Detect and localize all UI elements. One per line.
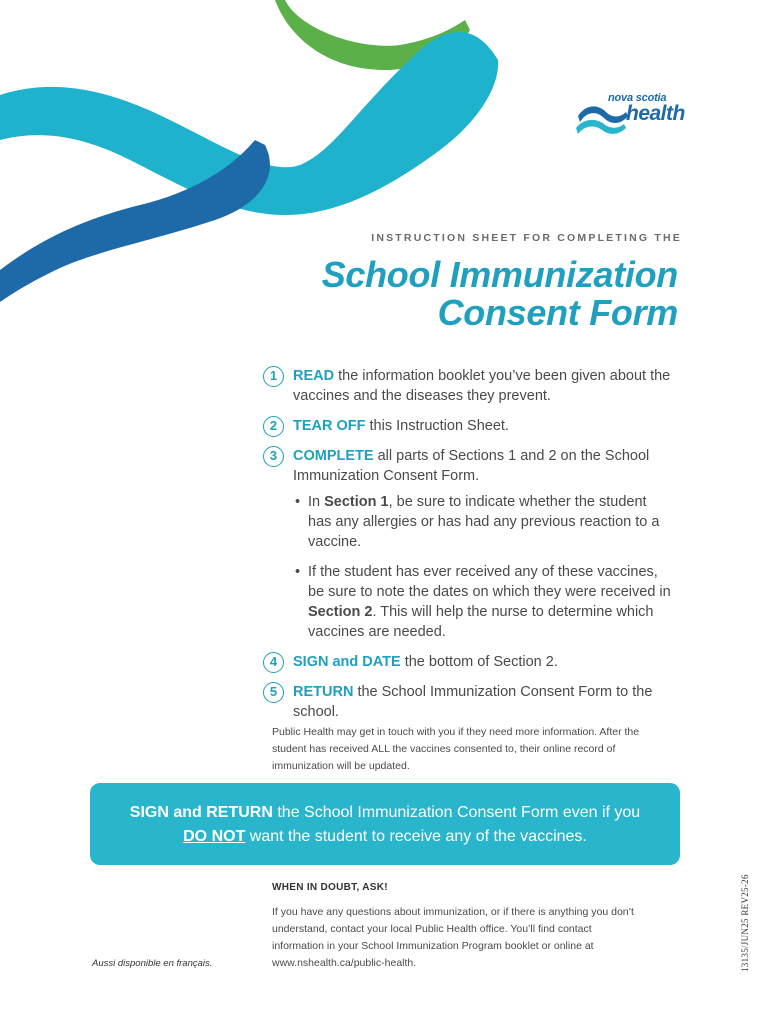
step-number-1: 1 — [263, 366, 284, 387]
step-keyword: SIGN and DATE — [293, 654, 401, 670]
step-text: the information booklet you’ve been given about the vaccines and the diseases they prevent. — [293, 368, 671, 404]
step-text: the School Immunization Consent Form to the school. — [293, 684, 653, 720]
bullet-bold: Section 1 — [324, 494, 389, 510]
bullet-text: If the student has ever received any of these vaccines, be sure to note the dates on which they were received in — [308, 564, 671, 600]
step-number-4: 4 — [263, 652, 284, 673]
step-number-3: 3 — [263, 446, 284, 467]
banner-text-2: want the student to receive any of the vaccines. — [245, 828, 587, 845]
banner-text-1: the School Immunization Consent Form even if you — [272, 804, 641, 821]
page-title — [322, 256, 678, 332]
title-line-2: Consent Form — [437, 292, 678, 333]
step-keyword: COMPLETE — [293, 448, 374, 464]
form-code: 13135/JUN25 REV25-26 — [740, 874, 750, 972]
step-4 — [263, 652, 673, 672]
step-3-bullets — [293, 492, 673, 642]
step-2 — [263, 416, 673, 436]
sign-return-banner — [90, 783, 680, 865]
step-text: this Instruction Sheet. — [365, 418, 509, 434]
logo-brand-small: nova scotia — [608, 92, 667, 104]
logo-brand-big: health — [626, 102, 685, 125]
step-text: all parts of Sections 1 and 2 on the School Immunization Consent Form. — [293, 448, 650, 484]
step-keyword: READ — [293, 368, 335, 384]
public-health-note: Public Health may get in touch with you if they need more information. After the student has received ALL the vaccines consented to, their online record of immunization will be updated. — [272, 726, 640, 772]
banner-underline: DO NOT — [183, 828, 246, 845]
doubt-body: If you have any questions about immunization, or if there is anything you don’t understand, contact your local Public Health office. You’ll find contact information in your School Immunization Program booklet or online at www.nshealth.ca/public-health. — [272, 906, 634, 969]
step-1 — [263, 366, 673, 406]
step-keyword: RETURN — [293, 684, 354, 700]
bullet-text: , be sure to indicate whether the student has any allergies or has had any previous reaction to a vaccine. — [308, 494, 660, 550]
step-keyword: TEAR OFF — [293, 418, 366, 434]
step-5 — [263, 682, 673, 722]
step-number-2: 2 — [263, 416, 284, 437]
bullet-item — [293, 562, 673, 642]
bullet-text: . This will help the nurse to determine which vaccines are needed. — [308, 604, 654, 640]
bullet-bold: Section 2 — [308, 604, 373, 620]
nova-scotia-health-logo — [574, 90, 684, 140]
doubt-heading: WHEN IN DOUBT, ASK! — [272, 882, 388, 893]
french-availability-note: Aussi disponible en français. — [92, 958, 213, 969]
bullet-item — [293, 492, 673, 552]
step-text: the bottom of Section 2. — [400, 654, 558, 670]
eyebrow-heading: INSTRUCTION SHEET FOR COMPLETING THE — [371, 232, 682, 244]
instruction-steps — [263, 366, 673, 732]
title-line-1: School Immunization — [321, 254, 678, 295]
step-3 — [263, 446, 673, 642]
step-number-5: 5 — [263, 682, 284, 703]
bullet-text: In — [308, 494, 325, 510]
banner-bold: SIGN and RETURN — [129, 804, 273, 821]
